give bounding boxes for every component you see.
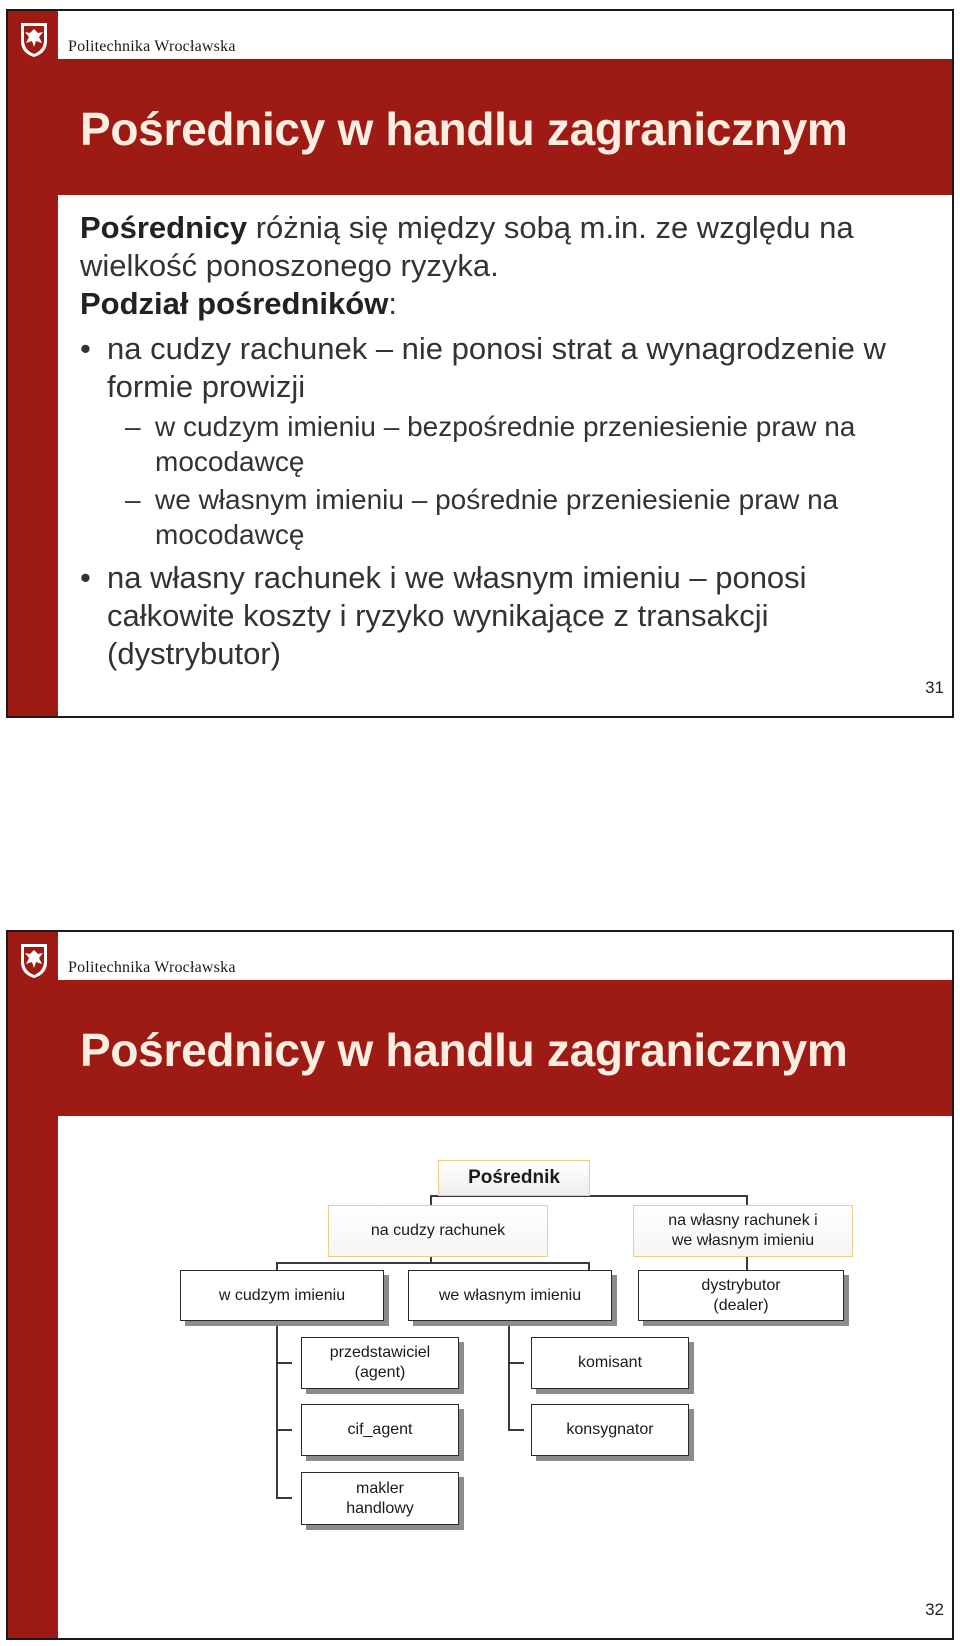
org-node-agent: przedstawiciel (agent) bbox=[301, 1337, 459, 1389]
slide-31 bbox=[6, 9, 954, 718]
org-node-in-own-name: we własnym imieniu bbox=[408, 1270, 612, 1321]
university-name: Politechnika Wrocławska bbox=[68, 38, 236, 55]
connector bbox=[276, 1497, 292, 1499]
left-accent-bar bbox=[8, 11, 58, 716]
dash-item: – we własnym imieniu – pośrednie przeniesienie praw na mocodawcę bbox=[80, 482, 900, 552]
org-chart bbox=[8, 932, 954, 1640]
connector bbox=[430, 1195, 432, 1205]
slide-title: Pośrednicy w handlu zagranicznym bbox=[80, 103, 848, 155]
slide-title: Pośrednicy w handlu zagranicznym bbox=[80, 1024, 848, 1076]
connector bbox=[276, 1321, 278, 1499]
slide-body bbox=[80, 209, 900, 673]
org-node-broker: makler handlowy bbox=[301, 1472, 459, 1525]
bullet-item: • na cudzy rachunek – nie ponosi strat a wynagrodzenie w formie prowizji bbox=[80, 330, 900, 406]
slide-32 bbox=[6, 930, 954, 1640]
org-node-distributor: dystrybutor (dealer) bbox=[638, 1270, 844, 1321]
university-crest-icon bbox=[16, 19, 52, 59]
connector bbox=[508, 1362, 524, 1364]
division-heading: Podział pośredników: bbox=[80, 286, 397, 321]
dash-item: – w cudzym imieniu – bezpośrednie przeniesienie praw na mocodawcę bbox=[80, 409, 900, 479]
intro-text: różnią się między sobą m.in. ze względu na wielkość ponoszonego ryzyka. bbox=[80, 210, 854, 283]
connector bbox=[508, 1321, 510, 1431]
org-node-consignee: konsygnator bbox=[531, 1404, 689, 1456]
connector bbox=[746, 1195, 748, 1205]
org-node-commission-agent: komisant bbox=[531, 1337, 689, 1389]
connector bbox=[276, 1362, 292, 1364]
org-node-foreign-account: na cudzy rachunek bbox=[328, 1205, 548, 1257]
title-bar bbox=[58, 59, 952, 195]
org-node-cif-agent: cif_agent bbox=[301, 1404, 459, 1456]
connector bbox=[276, 1262, 278, 1270]
org-node-in-others-name: w cudzym imieniu bbox=[180, 1270, 384, 1321]
page-number: 31 bbox=[925, 678, 944, 697]
connector bbox=[588, 1262, 590, 1270]
division-term: Podział pośredników bbox=[80, 286, 389, 321]
intro-paragraph bbox=[80, 209, 900, 285]
connector bbox=[276, 1429, 292, 1431]
connector bbox=[276, 1262, 590, 1264]
connector bbox=[508, 1429, 524, 1431]
university-name: Politechnika Wrocławska bbox=[68, 959, 236, 976]
intro-term: Pośrednicy bbox=[80, 210, 248, 245]
org-node-own-account: na własny rachunek i we własnym imieniu bbox=[633, 1205, 853, 1257]
connector bbox=[746, 1257, 748, 1270]
bullet-item: • na własny rachunek i we własnym imieniu – ponosi całkowite koszty i ryzyko wynikające z transakcji (dystrybutor) bbox=[80, 559, 900, 673]
page-number: 32 bbox=[925, 1600, 944, 1619]
org-node-root: Pośrednik bbox=[438, 1160, 590, 1196]
